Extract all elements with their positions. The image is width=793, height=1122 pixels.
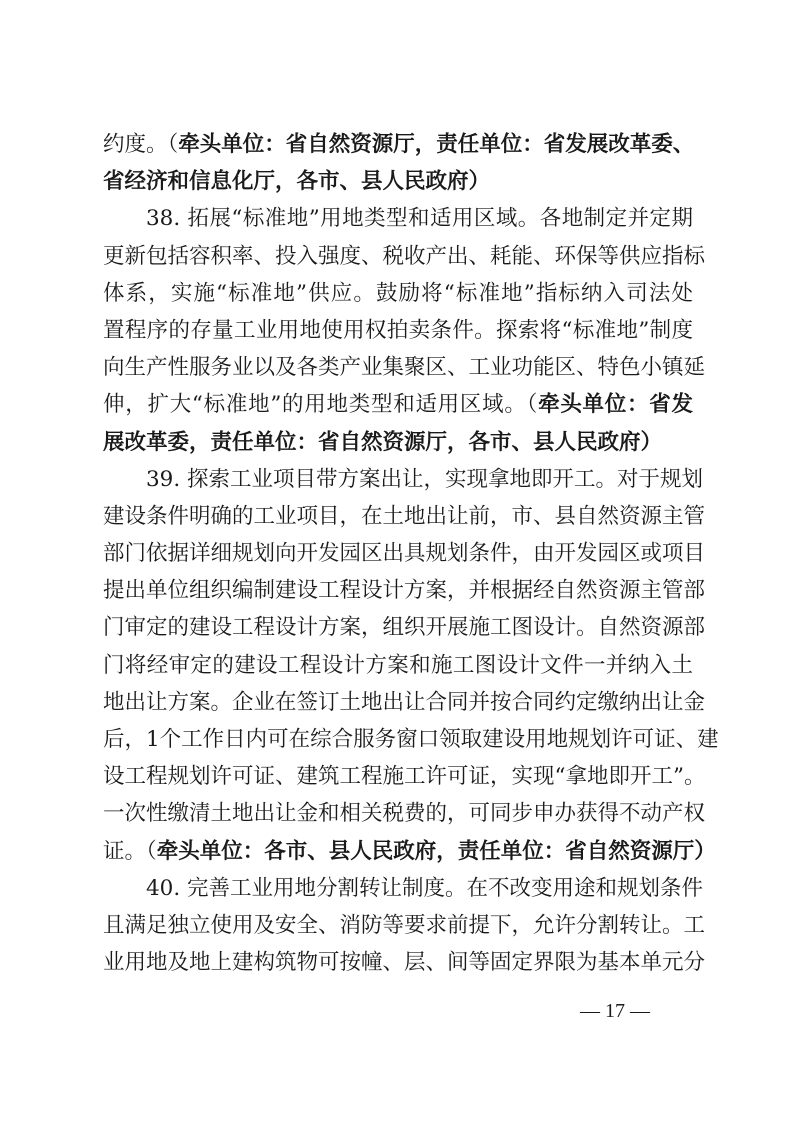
text-segment: 一次性缴清土地出让金和相关税费的，可同步申办获得不动产权 — [103, 801, 706, 827]
text-segment: 门将经审定的建设工程设计方案和施工图设计文件一并纳入土 — [103, 652, 693, 678]
text-line — [103, 424, 693, 461]
text-line — [103, 870, 704, 907]
text-line — [103, 238, 706, 275]
text-line — [103, 386, 693, 423]
text-line — [103, 275, 693, 312]
text-line — [103, 758, 706, 795]
text-segment: 地出让方案。企业在签订土地出让合同并按合同约定缴纳出让金 — [103, 689, 706, 715]
text-segment: 部门依据详细规划向开发园区出具规划条件，由开发园区或项目 — [103, 541, 706, 567]
text-line — [103, 572, 706, 609]
bold-text-segment: 牵头单位：省发 — [538, 392, 693, 418]
text-segment: 门审定的建设工程设计方案，组织开展施工图设计。自然资源部 — [103, 615, 706, 641]
bold-text-segment: 省经济和信息化厅，各市、县人民政府） — [103, 169, 491, 195]
text-segment: 更新包括容积率、投入强度、税收产出、耗能、环保等供应指标 — [103, 243, 706, 269]
text-line — [103, 833, 716, 870]
text-line — [103, 647, 693, 684]
text-segment: 40. 完善工业用地分割转让制度。在不改变用途和规划条件 — [146, 875, 704, 901]
text-line — [103, 609, 706, 646]
text-line — [103, 312, 693, 349]
text-line — [103, 944, 706, 981]
text-line — [103, 907, 706, 944]
text-line — [103, 795, 706, 832]
text-line — [103, 126, 693, 163]
text-segment: 设工程规划许可证、建筑工程施工许可证，实现“拿地即开工”。 — [103, 764, 706, 790]
text-line — [103, 535, 706, 572]
text-line — [103, 498, 706, 535]
text-segment: 39. 探索工业项目带方案出让，实现拿地即开工。对于规划 — [146, 466, 704, 492]
text-line — [103, 163, 693, 200]
text-segment: 提出单位组织编制建设工程设计方案，并根据经自然资源主管部 — [103, 578, 706, 604]
text-segment: 业用地及地上建构筑物可按幢、层、间等固定界限为基本单元分 — [103, 950, 706, 976]
text-segment: 建设条件明确的工业项目，在土地出让前，市、县自然资源主管 — [103, 503, 706, 529]
text-line — [103, 200, 693, 237]
text-segment: 置程序的存量工业用地使用权拍卖条件。探索将“标准地”制度 — [103, 317, 693, 343]
page-number: — 17 — — [580, 1000, 650, 1022]
bold-text-segment: 牵头单位：各市、县人民政府，责任单位：省自然资源厅） — [156, 838, 716, 864]
text-segment: 且满足独立使用及安全、消防等要求前提下，允许分割转让。工 — [103, 912, 706, 938]
text-segment: 证。（ — [103, 838, 157, 864]
text-segment: 体系，实施“标准地”供应。鼓励将“标准地”指标纳入司法处 — [103, 280, 693, 306]
text-segment: 伸，扩大“标准地”的用地类型和适用区域。（ — [103, 392, 539, 418]
text-segment: 38. 拓展“标准地”用地类型和适用区域。各地制定并定期 — [146, 206, 693, 232]
text-line — [103, 684, 706, 721]
text-line — [103, 461, 704, 498]
text-line — [103, 349, 706, 386]
bold-text-segment: 展改革委，责任单位：省自然资源厅，各市、县人民政府） — [103, 429, 663, 455]
body-text — [103, 126, 719, 981]
bold-text-segment: 牵头单位：省自然资源厅，责任单位：省发展改革委、 — [178, 132, 695, 157]
text-segment: 约度。（ — [103, 132, 179, 157]
text-line — [103, 721, 719, 758]
text-segment: 向生产性服务业以及各类产业集聚区、工业功能区、特色小镇延 — [103, 355, 706, 381]
text-segment: 后，1个工作日内可在综合服务窗口领取建设用地规划许可证、建 — [103, 727, 719, 752]
